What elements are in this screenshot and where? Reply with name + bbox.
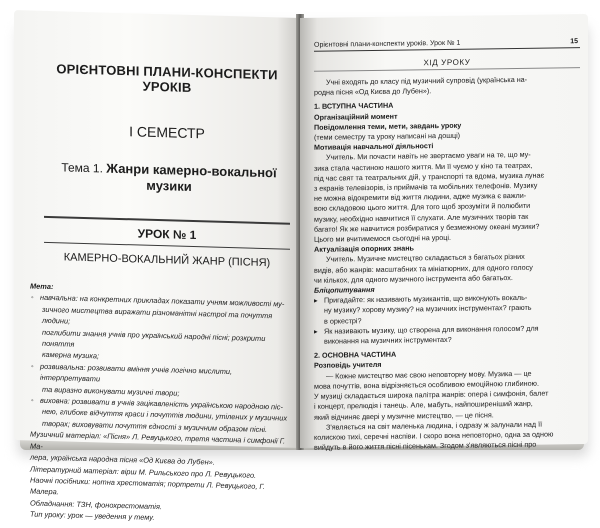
objective-line: ◦ розвивальна: розвивати вміння учнів логічно мислити, інтерпретувати bbox=[30, 360, 292, 390]
text-line: ну музику? хорову музику? на музичних інструментах? грають bbox=[324, 303, 532, 316]
running-head bbox=[314, 38, 580, 52]
objective-line: лера, українська народна пісня «Од Києва до Лубен». bbox=[30, 452, 215, 467]
objective-line: Літературний матеріал: вірш М. Рильського про Л. Ревуцького. bbox=[30, 463, 257, 480]
text-line: колискою тихі, серечні наспіви. І скоро вона неповторно, одна за одною bbox=[314, 429, 554, 442]
text-line: 2. ОСНОВНА ЧАСТИНА bbox=[314, 349, 397, 361]
objective-line: зичного мистецтва виражати різноманітні настрої та почуття людини; bbox=[42, 304, 273, 326]
text-line: і концерт, прелюдія і танець. Але, мабуть, найпоширеніший жанр, bbox=[314, 399, 533, 412]
lesson-genre: КАМЕРНО-ВОКАЛЬНИЙ ЖАНР (ПІСНЯ) bbox=[63, 251, 271, 270]
text-line: 1. ВСТУПНА ЧАСТИНА bbox=[314, 101, 394, 112]
semester-title: I СЕМЕСТР bbox=[129, 123, 205, 142]
text-line: — Кожне мистецтво має свою неповторну мову. Музика — це bbox=[326, 368, 532, 381]
topic-title bbox=[44, 159, 294, 198]
lesson-course-text bbox=[314, 74, 580, 453]
text-line: вийдуть в його життя пісні пісенькам. Згодом з'являються пісні про bbox=[314, 439, 537, 452]
text-line: Повідомлення теми, мети, завдань уроку bbox=[314, 120, 462, 132]
text-line: зика стала частиною нашого життя. Ми її чуємо у кіно та театрах, bbox=[314, 160, 533, 173]
text-line: родна пісня «Од Києва до Лубен»). bbox=[314, 86, 432, 98]
text-line: Учні входять до класу під музичний супровід (українська на- bbox=[326, 74, 528, 87]
text-line: який відчиняє двері у музичне мистецтво, — це пісня. bbox=[314, 409, 494, 422]
objective-line: та виразно виконувати музичні твори; bbox=[42, 384, 180, 398]
lesson-course-heading: ХІД УРОКУ bbox=[314, 56, 580, 72]
text-line: багато! Як же навчитися розбиратися у безмежному океані музики? bbox=[314, 221, 540, 234]
left-page bbox=[14, 10, 300, 523]
left-page-heading: ОРІЄНТОВНІ ПЛАНИ-КОНСПЕКТИ УРОКІВ bbox=[56, 61, 278, 95]
topic-prefix: Тема 1. bbox=[61, 160, 103, 176]
text-line: музику, необхідно навчитися її слухати. Але музичних творів так bbox=[314, 211, 529, 224]
text-line: Цього ми вчитимемося сьогодні на уроці. bbox=[314, 232, 451, 244]
text-line: в оркестрі? bbox=[324, 315, 362, 326]
text-line: Мотивація навчальної діяльності bbox=[314, 141, 434, 153]
objective-line: ◦ навчальна: на конкретних прикладах показати учням можливості му- bbox=[30, 292, 292, 311]
page-number: 15 bbox=[570, 38, 578, 46]
text-line: Розповідь учителя bbox=[314, 360, 382, 371]
objective-line: Музичний матеріал: «Пісня» Л. Ревуцького, третя частина і симфонії Г. Ма- bbox=[30, 429, 286, 451]
text-line: виконання на музичних інструментах? bbox=[324, 334, 452, 346]
objective-line: творах; виховувати почуття єдності з музичним образом пісні. bbox=[42, 418, 268, 434]
text-line: Організаційний момент bbox=[314, 111, 398, 122]
topic-name: Жанри камерно-вокальної музики bbox=[106, 160, 277, 194]
objective-line: нею, глибоке відчуття краси і почуттів людини, утілених у музичних bbox=[42, 407, 288, 424]
text-line: У музиці складається широка палітра жанрів: опера і симфонія, балет bbox=[314, 388, 549, 401]
objective-line: Тип уроку: урок — уведення у тему. bbox=[30, 509, 155, 523]
objective-line: камерна музика; bbox=[42, 350, 99, 361]
text-line: мова почуттів, вона відрізняється особливою емоційною глибиною. bbox=[314, 378, 539, 391]
running-head-text: Орієнтовні плани-конспекти уроків. Урок № 1 bbox=[314, 39, 461, 49]
objective-line: поглибити знання учнів про український народні пісні; розкрити поняття bbox=[42, 327, 266, 349]
objective-line: Мета: bbox=[30, 281, 54, 292]
text-line: ▸ Як називають музику, що створена для виконання голосом? для bbox=[314, 323, 580, 337]
lesson-objectives bbox=[30, 280, 292, 527]
objective-line: Наочні посібники: нотна хрестоматія; портрети Л. Ревуцького, Г. Малера. bbox=[30, 475, 265, 497]
text-line: з екранів телевізорів, із приймачів та мобільних телефонів. Музику bbox=[314, 180, 538, 193]
text-line: Актуалізація опорних знань bbox=[314, 243, 414, 255]
text-line: під час свят та театральних дій, у транспорті та вдома, музика лунає bbox=[314, 170, 545, 183]
lesson-number: УРОК № 1 bbox=[137, 226, 197, 243]
objective-line: ◦ виховна: розвивати в учнів зацікавленість українською народною піс- bbox=[30, 395, 292, 414]
text-line: ▸ Пригадайте: як називають музикантів, що виконують вокаль- bbox=[314, 292, 580, 306]
text-line: Учитель. Ми почасти навіть не звертаємо уваги на те, що му- bbox=[326, 150, 531, 163]
text-line: чи кількох, для одного музичного інструмента або багатьох. bbox=[314, 272, 513, 285]
right-page bbox=[300, 14, 588, 452]
text-line: З'являється на світ маленька людина, і одразу ж залунали над її bbox=[326, 419, 543, 432]
text-line: видів, або жанрів: масштабних та мініатюрних, для одного голосу bbox=[314, 262, 533, 275]
objective-line: Обладнання: ТЗН, фонохрестоматія. bbox=[30, 498, 162, 511]
text-line: не можна відокремити від життя людини, адже музика є важли- bbox=[314, 191, 527, 204]
text-line: вою складовою цього життя. Для того щоб зрозуміти й полюбити bbox=[314, 201, 531, 214]
lesson-rule-top bbox=[44, 216, 290, 225]
text-line: Бліцопитування bbox=[314, 285, 375, 295]
text-line: (теми семестру та уроку написані на дошці) bbox=[314, 130, 461, 142]
text-line: Учитель. Музичне мистецтво складається з багатьох різних bbox=[326, 252, 525, 265]
